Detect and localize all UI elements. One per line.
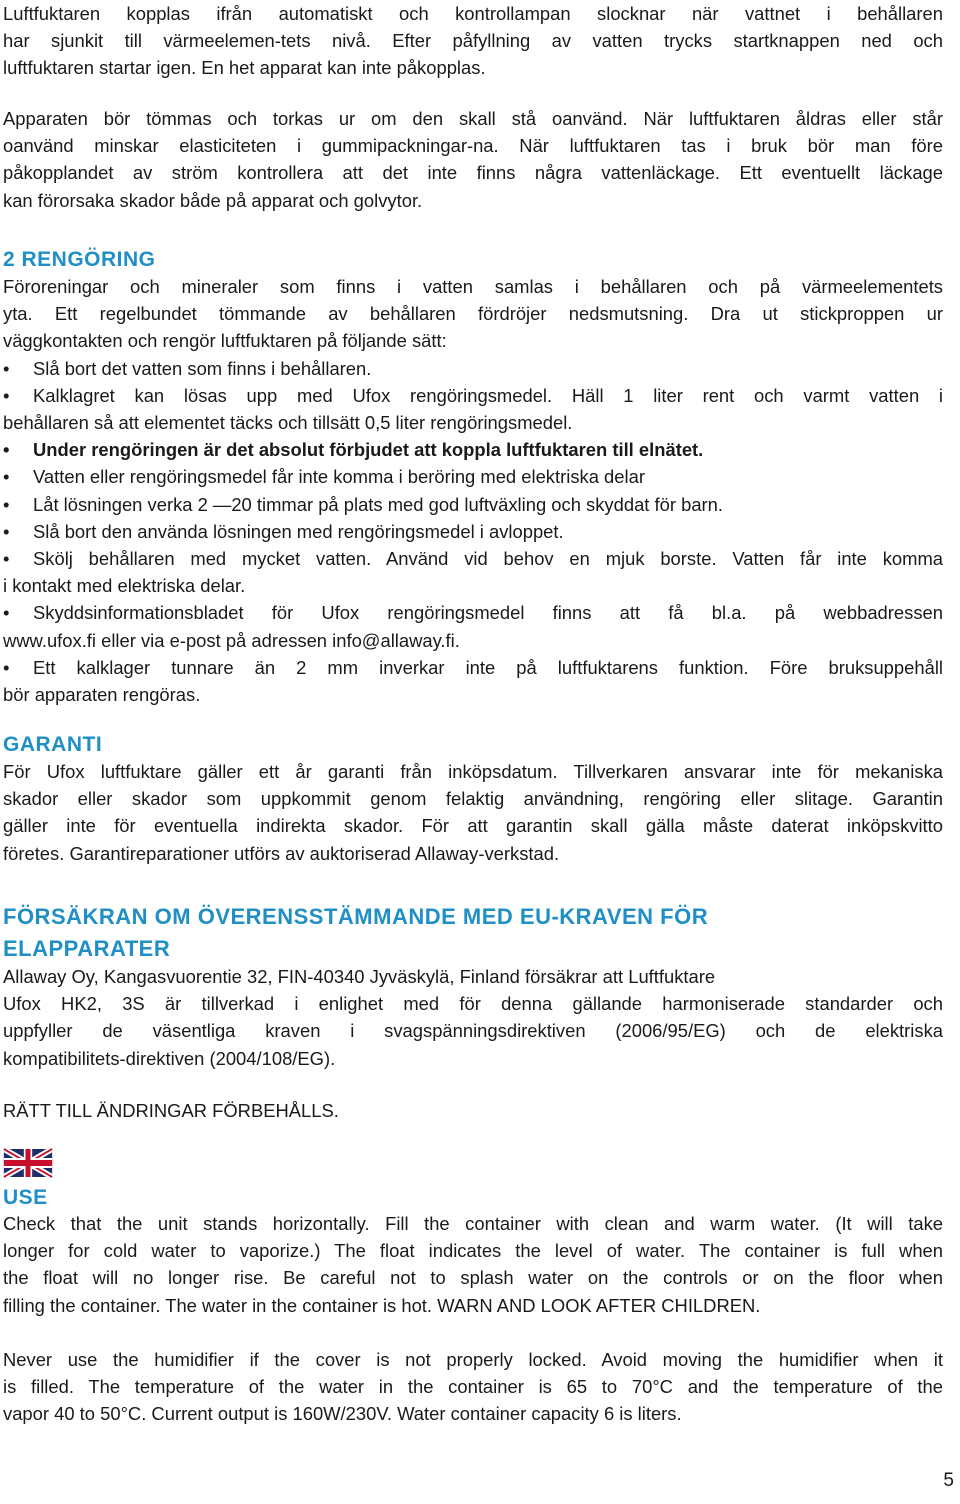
list-item-text: Vatten eller rengöringsmedel får inte komma i beröring med elektriska delar bbox=[33, 466, 645, 488]
list-item bbox=[3, 654, 943, 708]
section-heading-rengoring: 2 RENGÖRING bbox=[3, 248, 156, 271]
text-line: the float will no longer rise. Be careful not to splash water on the controls or on the floor when bbox=[3, 1267, 943, 1289]
text-line bbox=[3, 599, 943, 626]
text-line: oanvänd minskar elasticiteten i gummipackningar-na. När luftfuktaren tas i bruk bör man före bbox=[3, 135, 943, 157]
use-paragraph-1 bbox=[3, 1210, 943, 1319]
list-item-text: Slå bort den använda lösningen med rengöringsmedel i avloppet. bbox=[33, 520, 564, 542]
intro-paragraph-1 bbox=[3, 0, 943, 82]
page-number: 5 bbox=[943, 1469, 954, 1491]
text-line: kan förorsaka skador både på apparat och golvytor. bbox=[3, 189, 423, 211]
use-paragraph-2 bbox=[3, 1346, 943, 1428]
list-item bbox=[3, 382, 943, 436]
text-line: behållaren så att elementet täcks och tillsätt 0,5 liter rengöringsmedel. bbox=[3, 412, 573, 434]
text-line bbox=[3, 382, 943, 409]
text-line: luftfuktaren startar igen. En het apparat kan inte påkopplas. bbox=[3, 57, 486, 79]
section-heading-use: USE bbox=[3, 1186, 48, 1209]
text-line: kompatibilitets-direktiven (2004/108/EG). bbox=[3, 1047, 336, 1069]
text-line bbox=[3, 654, 943, 681]
bullet-icon: • bbox=[3, 656, 10, 678]
rengoring-section bbox=[3, 273, 943, 708]
text-line: Luftfuktaren kopplas ifrån automatiskt och kontrollampan slocknar när vattnet i behållaren bbox=[3, 3, 943, 24]
text-line: skador eller skador som uppkommit genom felaktig användning, rengöring eller slitage. Garantin bbox=[3, 788, 943, 810]
text-line: is filled. The temperature of the water in the container is 65 to 70°C and the temperature of the bbox=[3, 1376, 943, 1398]
section-heading-forsakran bbox=[3, 901, 708, 965]
text-line: longer for cold water to vaporize.) The float indicates the level of water. The container is full when bbox=[3, 1240, 943, 1262]
bullet-icon: • bbox=[3, 466, 10, 488]
heading-line: ELAPPARATER bbox=[3, 936, 171, 961]
list-item bbox=[3, 355, 943, 382]
text-line: Check that the unit stands horizontally. Fill the container with clean and warm water. (It will take bbox=[3, 1213, 943, 1234]
bullet-icon: • bbox=[3, 384, 10, 406]
text-line: påkopplandet av ström kontrollera att det inte finns några vattenläckage. Ett eventuellt läckage bbox=[3, 162, 943, 184]
text-line: För Ufox luftfuktare gäller ett år garanti från inköpsdatum. Tillverkaren ansvarar inte för mekaniska bbox=[3, 761, 943, 782]
list-item bbox=[3, 599, 943, 653]
list-item bbox=[3, 491, 943, 518]
list-item-text: Skyddsinformationsbladet för Ufox rengöringsmedel finns att få bl.a. på webbadressen bbox=[33, 602, 943, 624]
text-line: bör apparaten rengöras. bbox=[3, 684, 201, 706]
list-item-text: Kalklagret kan lösas upp med Ufox rengöringsmedel. Häll 1 liter rent och varmt vatten i bbox=[33, 384, 943, 406]
list-item-text: Skölj behållaren med mycket vatten. Använd vid behov en mjuk borste. Vatten får inte komma bbox=[33, 548, 943, 570]
bullet-icon: • bbox=[3, 493, 10, 515]
heading-line: FÖRSÄKRAN OM ÖVERENSSTÄMMANDE MED EU-KRAVEN FÖR bbox=[3, 904, 709, 929]
intro-paragraph-2 bbox=[3, 105, 943, 214]
bullet-icon: • bbox=[3, 548, 10, 570]
garanti-section bbox=[3, 758, 943, 867]
bullet-icon: • bbox=[3, 602, 10, 624]
forsakran-section bbox=[3, 963, 943, 1072]
text-line bbox=[3, 545, 943, 572]
list-item-text: Ett kalklager tunnare än 2 mm inverkar inte på luftfuktarens funktion. Före bruksuppehåll bbox=[33, 656, 943, 678]
text-line: har sjunkit till värmeelemen-tets nivå. Efter påfyllning av vatten trycks startknappen ned och bbox=[3, 30, 943, 52]
list-item-text: Låt lösningen verka 2 —20 timmar på plats med god luftväxling och skyddat för barn. bbox=[33, 493, 724, 515]
uk-flag-icon bbox=[3, 1148, 53, 1178]
list-item bbox=[3, 518, 943, 545]
bullet-icon: • bbox=[3, 520, 10, 542]
text-line: Apparaten bör tömmas och torkas ur om den skall stå oanvänd. När luftfuktaren åldras eller står bbox=[3, 108, 943, 129]
section-heading-garanti: GARANTI bbox=[3, 733, 103, 756]
text-line: filling the container. The water in the container is hot. WARN AND LOOK AFTER CHILDREN. bbox=[3, 1294, 761, 1316]
text-line: Allaway Oy, Kangasvuorentie 32, FIN-40340 Jyväskylä, Finland försäkrar att Luftfuktare bbox=[3, 966, 716, 987]
list-item bbox=[3, 545, 943, 599]
text-line: yta. Ett regelbundet tömmande av behållaren fördröjer nedsmutsning. Dra ut stickproppen ur bbox=[3, 303, 943, 325]
bullet-icon: • bbox=[3, 439, 10, 461]
list-item-text: Slå bort det vatten som finns i behållaren. bbox=[33, 357, 372, 379]
text-line: Föroreningar och mineraler som finns i vatten samlas i behållaren och på värmeelementets bbox=[3, 276, 943, 297]
text-line: gäller inte för eventuella indirekta skador. För att garantin skall gälla måste daterat inköpskvitto bbox=[3, 815, 943, 837]
text-line: i kontakt med elektriska delar. bbox=[3, 575, 246, 597]
list-item-text: Under rengöringen är det absolut förbjudet att koppla luftfuktaren till elnätet. bbox=[33, 439, 704, 461]
text-line: företes. Garantireparationer utförs av auktoriserad Allaway-verkstad. bbox=[3, 842, 560, 864]
text-line: www.ufox.fi eller via e-post på adressen info@allaway.fi. bbox=[3, 629, 460, 651]
rights-reserved-note: RÄTT TILL ÄNDRINGAR FÖRBEHÅLLS. bbox=[3, 1100, 339, 1121]
text-line: väggkontakten och rengör luftfuktaren på följande sätt: bbox=[3, 330, 447, 352]
text-line: uppfyller de väsentliga kraven i svagspänningsdirektiven (2006/95/EG) och de elektriska bbox=[3, 1020, 943, 1042]
list-item bbox=[3, 463, 943, 490]
list-item-warning bbox=[3, 436, 943, 463]
text-line: vapor 40 to 50°C. Current output is 160W/230V. Water container capacity 6 is liters. bbox=[3, 1403, 682, 1425]
text-line: Never use the humidifier if the cover is not properly locked. Avoid moving the humidifier when it bbox=[3, 1349, 943, 1370]
text-line: Ufox HK2, 3S är tillverkad i enlighet med för denna gällande harmoniserade standarder och bbox=[3, 993, 943, 1015]
bullet-icon: • bbox=[3, 357, 10, 379]
